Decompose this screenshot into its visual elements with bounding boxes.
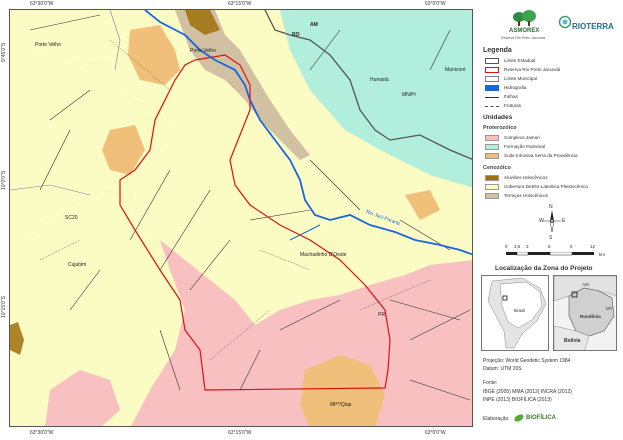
legend-item-fractures: Fraturas bbox=[483, 103, 623, 110]
label-river: Rio Jaci-Paraná bbox=[365, 209, 401, 227]
label-machadinho: Machadinho D'Oeste bbox=[300, 252, 347, 258]
inset-south-america bbox=[481, 275, 549, 351]
scale-tick-1: 1,5 bbox=[514, 244, 521, 249]
legend-item-state-limit: Limite Estadual bbox=[483, 58, 623, 65]
scale-tick-5: 12 bbox=[590, 244, 596, 249]
coord-bottom-3: 63°0'0"W bbox=[425, 430, 446, 436]
label-pr: PR bbox=[378, 312, 385, 318]
source-line2: INPE (2013) BIOFÍLICA (2013) bbox=[483, 397, 552, 403]
coord-left-2: 10°0'0"S bbox=[1, 170, 7, 190]
label-mn: MN/Pr bbox=[402, 92, 417, 98]
source-title: Fonte: bbox=[483, 380, 498, 386]
scale-tick-3: 6 bbox=[548, 244, 551, 249]
label-sc20: SC20 bbox=[65, 215, 78, 221]
label-manicore: Manicoré bbox=[445, 67, 466, 73]
inset-rondonia bbox=[553, 275, 617, 351]
coord-left-1: 9°45'0"S bbox=[1, 42, 7, 62]
coord-left-3: 10°15'0"S bbox=[1, 296, 7, 318]
inset-brasil-label: Brasil bbox=[514, 308, 526, 313]
inset-mt-label: MT bbox=[606, 306, 613, 311]
label-humaita: Humaitá bbox=[370, 77, 389, 83]
rioterra-name: RIOTERRA bbox=[572, 22, 614, 31]
projection-line1: Projeção: World Geodetic System 1984 bbox=[483, 358, 571, 364]
legend-item-faults: Falhas bbox=[483, 94, 623, 101]
scale-tick-2: 3 bbox=[526, 244, 529, 249]
scale-tick-0: 0 bbox=[505, 244, 508, 249]
asmorex-sub: Reserva Rio Preto Jacundá bbox=[501, 36, 545, 40]
legend-item-hydrography: Hidrografia bbox=[483, 85, 623, 92]
projection-line2: Datum: UTM 20S bbox=[483, 366, 522, 372]
geology-map[interactable] bbox=[9, 9, 473, 427]
tree-logo-icon bbox=[510, 9, 540, 27]
legend-item-municipal: Limite Municipal bbox=[483, 76, 623, 83]
map-canvas bbox=[10, 10, 473, 427]
scale-unit: km bbox=[599, 252, 605, 257]
coord-top-3: 63°0'0"W bbox=[425, 1, 446, 7]
scale-tick-4: 9 bbox=[570, 244, 573, 249]
legend-unit-aluvioes: Aluviões Holocênicos bbox=[483, 175, 623, 182]
legend-unit-cobertura: Cobertura Detrito-Lateritica Pleistocênica bbox=[483, 184, 623, 191]
coord-bottom-1: 63°30'0"W bbox=[30, 430, 54, 436]
elaboration-label: Elaboração bbox=[483, 416, 509, 422]
leaf-logo-icon bbox=[558, 14, 572, 30]
source-line1: IBGE (2005) MMA (2012) INCRA (2012) bbox=[483, 389, 572, 395]
coord-top-1: 63°30'0"W bbox=[30, 1, 54, 7]
legend-unit-complexo-jamari: Complexo Jamari bbox=[483, 135, 623, 142]
leaf-logo-icon bbox=[513, 412, 525, 424]
inset-bolivia-label: Bolívia bbox=[564, 338, 581, 344]
inset-rondonia-label: Rondônia bbox=[580, 314, 601, 319]
north-label: N bbox=[549, 204, 553, 210]
biofilica-name: BIOFÍLICA bbox=[526, 415, 556, 421]
label-porto-velho-2: Porto Velho bbox=[190, 48, 216, 54]
legend-unit-palmeiral: Formação Palmeiral bbox=[483, 144, 623, 151]
proterozoic-title: Proterozóico bbox=[483, 125, 517, 131]
label-am: AM bbox=[310, 22, 318, 28]
scale-bar bbox=[506, 252, 598, 257]
asmorex-name: ASMOREX bbox=[509, 28, 540, 34]
coord-top-2: 63°15'0"W bbox=[228, 1, 252, 7]
legend-unit-suite-intrusiva: Suíte Intrusiva Serra da Providência bbox=[483, 153, 623, 160]
units-title: Unidades bbox=[483, 114, 513, 121]
label-mp: MP*/Qiap bbox=[330, 402, 352, 408]
legend-title: Legenda bbox=[483, 47, 512, 54]
legend-item-reserve: Reserva Rio Preto Jacundá bbox=[483, 67, 623, 74]
label-porto-velho-1: Porto Velho bbox=[35, 42, 61, 48]
label-cujubim: Cujubim bbox=[68, 262, 87, 268]
label-ro: RO bbox=[292, 32, 300, 38]
west-label: W bbox=[539, 218, 544, 224]
legend-unit-terracos: Terraços Holocênicos bbox=[483, 193, 623, 200]
east-label: E bbox=[562, 218, 566, 224]
location-title: Localização da Zona do Projeto bbox=[495, 265, 593, 272]
coord-bottom-2: 63°15'0"W bbox=[228, 430, 252, 436]
side-panel bbox=[477, 9, 619, 427]
cenozoic-title: Cenozóico bbox=[483, 165, 511, 171]
south-label: S bbox=[549, 235, 553, 241]
inset-am-label: AM bbox=[582, 282, 589, 287]
